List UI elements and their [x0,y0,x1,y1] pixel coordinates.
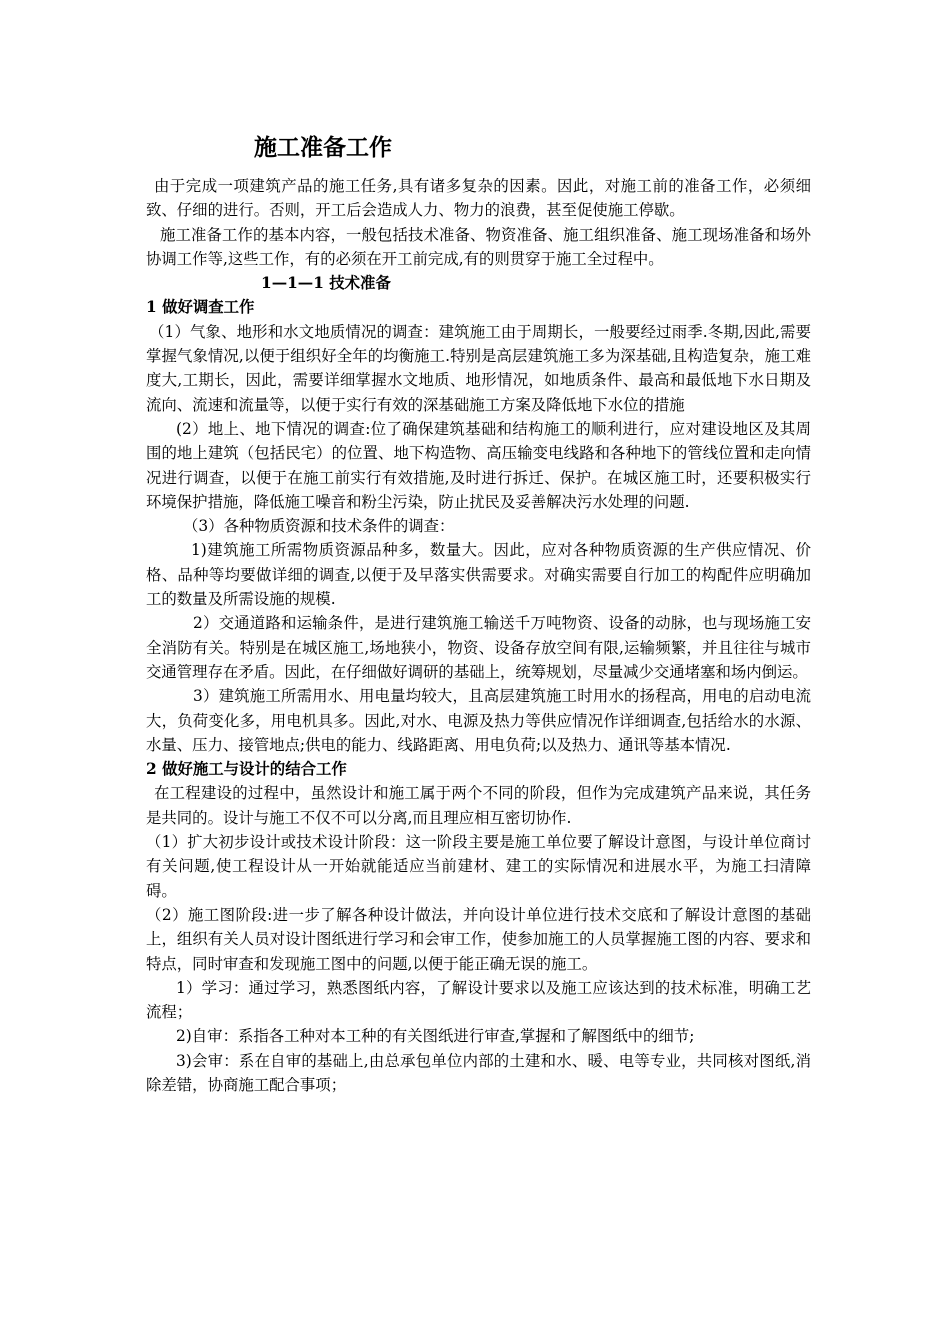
paragraph-resource-item-2: 2）交通道路和运输条件，是进行建筑施工输送千万吨物资、设备的动脉，也与现场施工安全消防有关。特别是在城区施工,场地狭小，物资、设备存放空间有限,运输频繁，并且往往与城市交通管理存在矛盾。因此，在仔细做好调研的基础上，统筹规划，尽量减少交通堵塞和场内倒运。 [146,614,811,681]
paragraph-ground-survey: (2）地上、地下情况的调查:位了确保建筑基础和结构施工的顺利进行，应对建设地区及其周围的地上建筑（包括民宅）的位置、地下构造物、高压输变电线路和各种地下的管线位置和走向情况进行调查，以便于在施工前实行有效措施,及时进行拆迁、保护。在城区施工时，还要积极实行环境保护措施，降低施工噪音和粉尘污染，防止扰民及妥善解决污水处理的问题. [146,419,811,511]
paragraph-self-review: 2)自审：系指各工种对本工种的有关图纸进行审查,掌握和了解图纸中的细节; [176,1027,695,1046]
heading-survey: 1 做好调查工作 [146,298,255,317]
intro-paragraph-1: 由于完成一项建筑产品的施工任务,具有诸多复杂的因素。因此，对施工前的准备工作，必须细致、仔细的进行。否则，开工后会造成人力、物力的浪费，甚至促使施工停歇。 [146,177,811,220]
heading-design-coordination: 2 做好施工与设计的结合工作 [146,760,347,779]
paragraph-resource-item-3: 3）建筑施工所需用水、用电量均较大，且高层建筑施工时用水的扬程高，用电的启动电流大，负荷变化多，用电机具多。因此,对水、电源及热力等供应情况作详细调查,包括给水的水源、水量、压力、接管地点;供电的能力、线路距离、用电负荷;以及热力、通讯等基本情况. [146,687,811,754]
paragraph-study: 1）学习：通过学习，熟悉图纸内容，了解设计要求以及施工应该达到的技术标准，明确工艺流程； [146,978,811,1022]
paragraph-construction-drawing: （2）施工图阶段:进一步了解各种设计做法，并向设计单位进行技术交底和了解设计意图的基础上，组织有关人员对设计图纸进行学习和会审工作，使参加施工的人员掌握施工图的内容、要求和特点，同时审查和发现施工图中的问题,以便于能正确无误的施工。 [146,905,811,973]
paragraph-climate-survey: （1）气象、地形和水文地质情况的调查：建筑施工由于周期长，一般要经过雨季.冬期,因此,需要掌握气象情况,以便于组织好全年的均衡施工.特别是高层建筑施工多为深基础,且构造复杂，施工难度大,工期长，因此，需要详细掌握水文地质、地形情况，如地质条件、最高和最低地下水日期及流向、流速和流量等，以便于实行有效的深基础施工方案及降低地下水位的措施 [146,322,811,414]
paragraph-resource-survey: （3）各种物质资源和技术条件的调查： [183,517,455,536]
section-title: 1—1—1 技术准备 [261,274,391,293]
document-page [146,128,811,1097]
paragraph-joint-review: 3)会审：系在自审的基础上,由总承包单位内部的土建和水、暖、电等专业，共同核对图纸,消除差错，协商施工配合事项； [146,1051,811,1094]
paragraph-resource-item-1: 1)建筑施工所需物质资源品种多，数量大。因此，应对各种物质资源的生产供应情况、价格、品种等均要做详细的调查,以便于及早落实供需要求。对确实需要自行加工的构配件应明确加工的数量及所需设施的规模. [146,541,811,609]
paragraph-design-intro: 在工程建设的过程中，虽然设计和施工属于两个不同的阶段，但作为完成建筑产品来说，其任务是共同的。设计与施工不仅不可以分离,而且理应相互密切协作. [146,784,811,827]
paragraph-preliminary-design: （1）扩大初步设计或技术设计阶段：这一阶段主要是施工单位要了解设计意图，与设计单位商讨有关问题,使工程设计从一开始就能适应当前建材、建工的实际情况和进展水平，为施工扫清障碍。 [146,833,811,900]
document-title: 施工准备工作 [254,135,392,161]
intro-paragraph-2: 施工准备工作的基本内容，一般包括技术准备、物资准备、施工组织准备、施工现场准备和场外协调工作等,这些工作，有的必须在开工前完成,有的则贯穿于施工全过程中。 [146,225,811,268]
